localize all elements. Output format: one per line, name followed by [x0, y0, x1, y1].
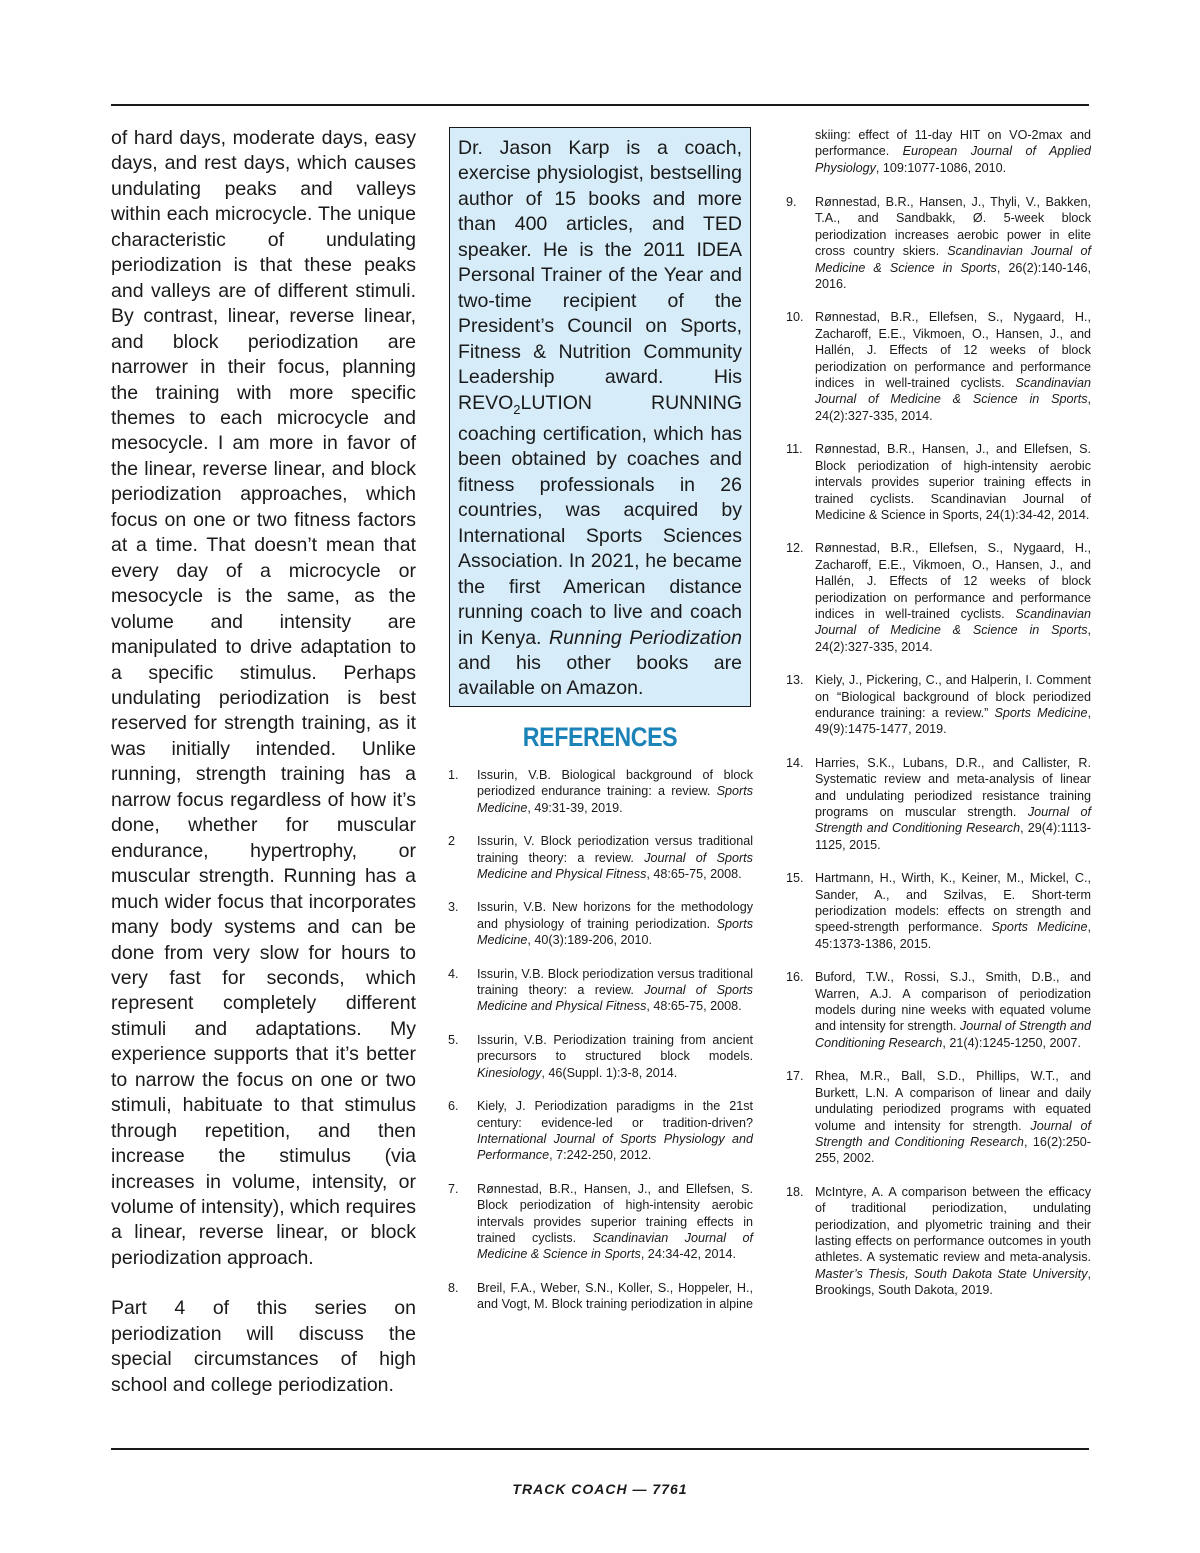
reference-item: [448, 833, 753, 882]
reference-item: [786, 870, 1091, 952]
page-footer: TRACK COACH — 7761: [512, 1481, 688, 1497]
reference-number: 15.: [786, 871, 804, 886]
reference-body: Breil, F.A., Weber, S.N., Koller, S., Hoppeler, H., and Vogt, M. Block training periodization in alpine: [477, 1280, 753, 1312]
reference-item: [448, 1098, 753, 1164]
reference-number: 14.: [786, 755, 804, 770]
reference-body: Issurin, V.B. New horizons for the methodology and physiology of training periodization.: [477, 900, 753, 931]
reference-item: [786, 672, 1091, 738]
reference-body: Rønnestad, B.R., Ellefsen, S., Nygaard, H., Zacharoff, E.E., Vikmoen, O., Hansen, J., and Hallén, J. Effects of 12 weeks of block periodization on performance and performance indices in well-trained cyclists.: [815, 310, 1091, 391]
reference-source: Journal of Strength and Conditioning Research: [815, 805, 1091, 836]
reference-source: Journal of Sports Medicine and Physical Fitness: [477, 850, 753, 882]
reference-body: Issurin, V.B. Biological background of block periodized endurance training: a review.: [477, 768, 753, 799]
reference-item: [786, 309, 1091, 424]
reference-item: [786, 127, 1091, 176]
reference-number: 7.: [448, 1181, 459, 1196]
reference-item: [448, 966, 753, 1015]
reference-number: 4.: [448, 966, 459, 981]
reference-item: [786, 755, 1091, 853]
reference-item: [786, 194, 1091, 292]
reference-number: 9.: [786, 195, 797, 209]
reference-source: Sports Medicine: [477, 916, 753, 948]
top-divider: [111, 104, 1089, 106]
bottom-divider: [111, 1448, 1089, 1450]
reference-citation: , 24:34-42, 2014.: [640, 1247, 737, 1262]
reference-citation: , 45:1373-1386, 2015.: [815, 920, 1091, 951]
reference-item: [448, 767, 753, 816]
reference-item: [448, 1032, 753, 1081]
reference-number: 17.: [786, 1069, 804, 1084]
reference-citation: , 7:242-250, 2012.: [549, 1148, 652, 1163]
reference-text: [477, 1281, 753, 1313]
bio-text: LUTION RUNNING coaching certification, which has been obtained by coaches and fitness professionals in 26 countries, was acquired by International Sports Sciences Association. In 2021, he became the first American distance running coach to live and coach in Kenya.: [458, 391, 742, 649]
reference-source: Sports Medicine: [991, 920, 1088, 935]
reference-number: 1.: [448, 768, 459, 782]
reference-text: [815, 970, 1091, 1050]
reference-continuation: [786, 127, 1091, 177]
reference-text: [477, 1099, 753, 1162]
reference-citation: , 49:31-39, 2019.: [527, 800, 623, 815]
reference-item: [786, 1068, 1091, 1166]
reference-body: McIntyre, A. A comparison between the efficacy of traditional periodization, undulating periodization, and plyometric training and their lasting effects on performance outcomes in youth athletes. A systematic review and meta-analysis.: [815, 1184, 1091, 1265]
reference-item: [448, 1280, 753, 1313]
reference-source: Scandinavian Journal of Medicine & Science in Sports: [815, 244, 1091, 275]
reference-number: 2: [448, 834, 456, 849]
reference-citation: , 49(9):1475-1477, 2019.: [815, 705, 1091, 737]
reference-text: [477, 900, 753, 947]
reference-number: 6.: [448, 1099, 459, 1114]
reference-item: [448, 899, 753, 948]
reference-item: [786, 1184, 1091, 1299]
author-bio-box: [449, 127, 751, 707]
reference-text: [815, 541, 1091, 653]
reference-item: [786, 969, 1091, 1051]
reference-source: Journal of Strength and Conditioning Research: [815, 1118, 1091, 1149]
reference-citation: , 48:65-75, 2008.: [646, 999, 742, 1014]
reference-body: Issurin, V. Block periodization versus traditional training theory: a review.: [477, 834, 753, 865]
reference-text: [815, 195, 1091, 291]
reference-list: [448, 767, 753, 1330]
reference-source: European Journal of Applied Physiology: [815, 144, 1091, 175]
reference-number: 8.: [448, 1280, 459, 1295]
reference-citation: , 26(2):140-146, 2016.: [815, 260, 1091, 292]
reference-citation: , 24(2):327-335, 2014.: [815, 392, 1091, 423]
reference-number: 18.: [786, 1184, 804, 1199]
reference-text: [815, 756, 1091, 852]
reference-citation: , 21(4):1245-1250, 2007.: [942, 1035, 1082, 1050]
reference-text: [477, 967, 753, 1014]
reference-body: Harries, S.K., Lubans, D.R., and Callister, R. Systematic review and meta-analysis of linear and undulating periodized resistance training programs on muscular strength.: [815, 755, 1091, 819]
reference-source: Kinesiology: [477, 1065, 542, 1080]
reference-item: [448, 1181, 753, 1263]
reference-number: 12.: [786, 541, 804, 556]
reference-body: Rønnestad, B.R., Hansen, J., Thyli, V., Bakken, T.A., and Sandbakk, Ø. 5-week block periodization increases aerobic power in elite cross country skiers.: [815, 195, 1091, 259]
reference-text: [815, 310, 1091, 422]
reference-body: Buford, T.W., Rossi, S.J., Smith, D.B., and Warren, A.J. A comparison of periodization models during nine weeks with equated volume and intensity for strength.: [815, 970, 1091, 1034]
reference-text: [815, 673, 1091, 736]
reference-source: Scandinavian Journal of Medicine & Science in Sports: [815, 606, 1091, 638]
book-title: Running Periodization: [549, 626, 742, 649]
reference-text: [477, 1033, 753, 1080]
reference-number: 16.: [786, 970, 804, 985]
reference-citation: , 48:65-75, 2008.: [646, 867, 742, 882]
article-column: [111, 126, 416, 1423]
reference-body: Rønnestad, B.R., Ellefsen, S., Nygaard, H., Zacharoff, E.E., Vikmoen, O., Hansen, J., and Hallén, J. Effects of 12 weeks of block periodization on performance and performance indices in well-trained cyclists.: [815, 541, 1091, 621]
bio-text: and his other books are available on Amazon.: [458, 651, 742, 700]
reference-citation: , 109:1077-1086, 2010.: [875, 160, 1007, 175]
bio-subscript: 2: [513, 401, 521, 417]
reference-source: Scandinavian Journal of Medicine & Science in Sports: [477, 1230, 753, 1262]
reference-text: [815, 1069, 1091, 1165]
reference-body: Rønnestad, B.R., Hansen, J., and Ellefsen, S. Block periodization of high-intensity aerobic intervals provides superior training effects in trained cyclists.: [477, 1181, 753, 1245]
references-heading: REFERENCES: [522, 722, 678, 752]
reference-citation: , 24(2):327-335, 2014.: [815, 623, 1091, 654]
reference-text: [477, 834, 753, 881]
reference-body: Hartmann, H., Wirth, K., Keiner, M., Mickel, C., Sander, A., and Szilvas, E. Short-term periodization models: effects on strength and speed-strength performance.: [815, 871, 1091, 935]
reference-text: [815, 442, 1091, 522]
reference-source: International Journal of Sports Physiology and Performance: [477, 1131, 753, 1163]
reference-item: [786, 441, 1091, 523]
reference-source: Master’s Thesis, South Dakota State University: [815, 1266, 1088, 1281]
reference-number: 11.: [786, 442, 803, 457]
reference-text: [815, 127, 1091, 175]
reference-number: 13.: [786, 673, 804, 688]
reference-body: Rønnestad, B.R., Hansen, J., and Ellefsen, S. Block periodization of high-intensity aerobic intervals provides superior training effects in trained cyclists. Scandinavian Journal of Medicine & Science in Sports, 24(1):34-42, 2014.: [815, 442, 1091, 522]
reference-body: Kiely, J. Periodization paradigms in the 21st century: evidence-led or tradition-driven?: [477, 1099, 753, 1130]
reference-source: Journal of Sports Medicine and Physical Fitness: [477, 983, 753, 1014]
reference-body: Rhea, M.R., Ball, S.D., Phillips, W.T., and Burkett, L.N. A comparison of linear and daily undulating periodized programs with equated volume and intensity for strength.: [815, 1069, 1091, 1133]
reference-text: [477, 1182, 753, 1262]
reference-citation: , 46(Suppl. 1):3-8, 2014.: [541, 1065, 678, 1080]
reference-body: Issurin, V.B. Periodization training from ancient precursors to structured block models.: [477, 1032, 753, 1064]
reference-list: [786, 127, 1091, 1316]
reference-source: Sports Medicine: [477, 784, 753, 815]
article-paragraph: Part 4 of this series on periodization will discuss the special circumstances of high school and college periodization.: [111, 1297, 416, 1396]
reference-body: skiing: effect of 11-day HIT on VO-2max and performance.: [815, 127, 1091, 159]
reference-source: Journal of Strength and Conditioning Research: [815, 1019, 1091, 1050]
reference-citation: , 16(2):250-255, 2002.: [815, 1134, 1092, 1166]
reference-source: Scandinavian Journal of Medicine & Science in Sports: [815, 376, 1091, 407]
reference-citation: , 40(3):189-206, 2010.: [527, 933, 653, 948]
reference-number: 5.: [448, 1032, 459, 1047]
reference-citation: , Brookings, South Dakota, 2019.: [815, 1266, 1091, 1298]
reference-source: Sports Medicine: [994, 705, 1088, 720]
reference-text: [815, 1185, 1091, 1297]
reference-item: [786, 540, 1091, 655]
reference-text: [815, 871, 1091, 951]
reference-number: 10.: [786, 310, 804, 325]
reference-citation: , 29(4):1113-1125, 2015.: [815, 821, 1091, 852]
article-paragraph: of hard days, moderate days, easy days, and rest days, which causes undulating peaks and valleys within each microcycle. The unique characteristic of undulating periodization is that these peaks and valleys are of different stimuli. By contrast, linear, reverse linear, and block periodization are narrower in their focus, planning the training with more specific themes to each microcycle and mesocycle. I am more in favor of the linear, reverse linear, and block periodization approaches, which focus on one or two fitness factors at a time. That doesn’t mean that every day of a microcycle or mesocycle is the same, as the volume and intensity are manipulated to drive adaptation to a specific stimulus. Perhaps undulating periodization is best reserved for strength training, as it was initially intended. Unlike running, strength training has a narrow focus regardless of how it’s done, whether for muscular endurance, hypertrophy, or muscular strength. Running has a much wider focus that incorporates many body systems and can be done from very slow for hours to very fast for seconds, which represent completely different stimuli and adaptations. My experience supports that it’s better to narrow the focus on one or two stimuli, habituate to that stimulus through repetition, and then increase the stimulus (via increases in volume, intensity, or volume of intensity), which requires a linear, reverse linear, or block periodization approach.: [111, 127, 416, 1269]
bio-text: Dr. Jason Karp is a coach, exercise physiologist, bestselling author of 15 books and more than 400 articles, and TED speaker. He is the 2011 IDEA Personal Trainer of the Year and two-time recipient of the President’s Council on Sports, Fitness & Nutrition Community Leadership award. His REVO: [458, 137, 742, 414]
reference-body: Issurin, V.B. Block periodization versus traditional training theory: a review.: [477, 966, 753, 998]
reference-text: [477, 768, 753, 815]
reference-body: Kiely, J., Pickering, C., and Halperin, I. Comment on “Biological background of block periodized endurance training: a review.”: [815, 673, 1091, 720]
reference-number: 3.: [448, 900, 459, 915]
